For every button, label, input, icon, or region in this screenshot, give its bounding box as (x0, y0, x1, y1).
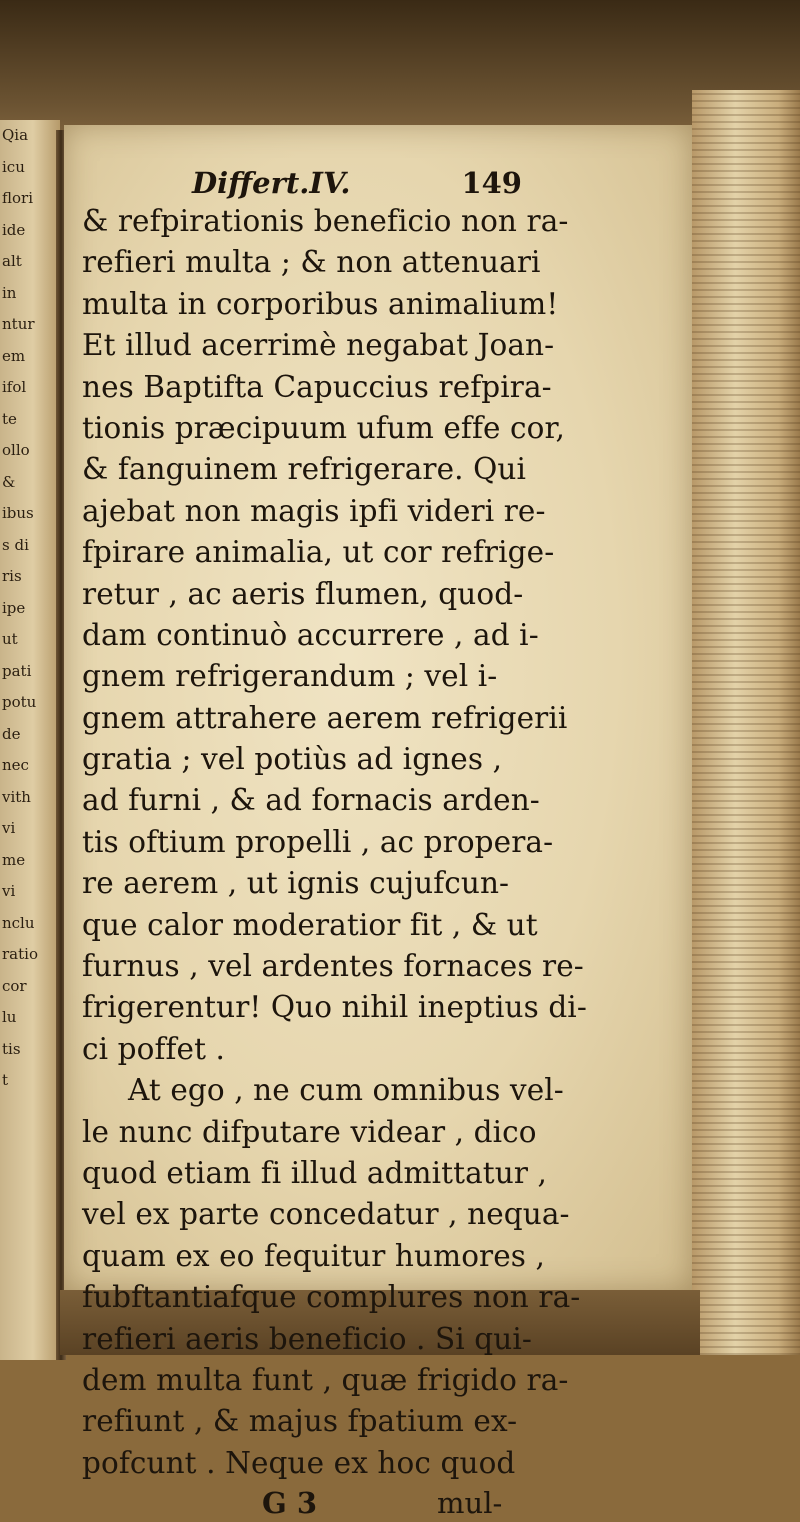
previous-page-edge (0, 120, 60, 1360)
text-line: que calor moderatior fit , & ut (82, 907, 538, 942)
page-header (82, 165, 682, 201)
text-line: & fanguinem refrigerare. Qui (82, 452, 527, 487)
text-line: & refpirationis beneficio non ra- (82, 204, 569, 238)
text-line: dam continuò accurrere , ad i- (82, 617, 539, 652)
text-line: le nunc difputare videar , dico (82, 1114, 537, 1149)
previous-page-fragment: me (2, 850, 26, 869)
previous-page-fragment: alt (2, 252, 22, 270)
previous-page-fragment: Qia (2, 126, 29, 144)
text-line: gnem refrigerandum ; vel i- (82, 659, 498, 694)
previous-page-fragment: flori (2, 189, 34, 207)
previous-page-fragment: ollo (2, 441, 30, 459)
previous-page-fragment: vi (2, 882, 16, 900)
page-footer (82, 1484, 682, 1522)
catchword: mul- (437, 1486, 503, 1521)
previous-page-fragment: pati (2, 661, 32, 680)
text-line: multa in corporibus animalium! (82, 286, 559, 321)
previous-page-fragment: t (2, 1071, 9, 1089)
previous-page-fragment: ntur (2, 315, 35, 333)
text-line: gnem attrahere aerem refrigerii (82, 700, 568, 735)
previous-page-fragment: ifol (2, 378, 27, 396)
previous-page-fragment: em (2, 346, 26, 365)
paragraph-2 (82, 1070, 682, 1484)
text-line: nes Baptifta Capuccius refpira- (82, 369, 552, 404)
previous-page-fragment: vi (2, 819, 16, 837)
text-line: fpirare animalia, ut cor refrige- (82, 535, 555, 570)
previous-page-fragment: in (2, 283, 17, 302)
paragraph-1 (82, 201, 682, 1070)
previous-page-fragment: cor (2, 976, 27, 995)
page-stack-edge (692, 90, 800, 1355)
previous-page-fragment: tis (2, 1039, 21, 1058)
previous-page-fragment: ratio (2, 945, 38, 963)
previous-page-fragment: ut (2, 630, 18, 648)
previous-page-fragment: potu (2, 693, 37, 711)
text-line: frigerentur! Quo nihil ineptius di- (82, 990, 587, 1025)
previous-page-fragment: nec (2, 756, 29, 774)
text-line: ajebat non magis ipfi videri re- (82, 493, 546, 528)
text-line: refieri multa ; & non attenuari (82, 245, 541, 280)
text-line: gratia ; vel potiùs ad ignes , (82, 742, 503, 777)
text-block (82, 165, 682, 1522)
text-line: pofcunt . Neque ex hoc quod (82, 1445, 516, 1480)
previous-page-fragment: te (2, 409, 17, 428)
text-line: retur , ac aeris flumen, quod- (82, 576, 524, 611)
previous-page-fragment: de (2, 724, 21, 743)
signature-mark: G 3 (262, 1486, 318, 1521)
text-line: Et illud acerrimè negabat Joan- (82, 328, 555, 363)
text-line: quod etiam fi illud admittatur , (82, 1155, 547, 1190)
previous-page-fragment: vith (2, 787, 31, 806)
previous-page-fragment: icu (2, 157, 25, 176)
previous-page-fragment: & (2, 472, 16, 491)
previous-page-fragment: nclu (2, 913, 35, 932)
previous-page-fragment: s di (2, 535, 29, 554)
text-line: At ego , ne cum omnibus vel- (128, 1073, 564, 1108)
previous-page-fragment: ipe (2, 598, 26, 617)
previous-page-fragment: lu (2, 1008, 17, 1026)
text-line: tis oftium propelli , ac propera- (82, 824, 554, 859)
text-line: quam ex eo fequitur humores , (82, 1238, 546, 1273)
previous-page-fragment: ibus (2, 504, 34, 522)
text-line: vel ex parte concedatur , nequa- (82, 1197, 570, 1232)
page-number: 149 (461, 166, 522, 200)
previous-page-fragment: ide (2, 220, 26, 239)
running-title: Differt.IV. (192, 166, 351, 200)
text-line: ci poffet . (82, 1031, 225, 1066)
text-line: refiunt , & majus fpatium ex- (82, 1404, 518, 1439)
text-line: dem multa funt , quæ frigido ra- (82, 1362, 569, 1397)
text-line: fubftantiafque complures non ra- (82, 1280, 581, 1315)
text-line: tionis præcipuum ufum effe cor, (82, 410, 565, 445)
text-line: ad furni , & ad fornacis arden- (82, 783, 540, 818)
previous-page-fragment: ris (2, 567, 22, 585)
text-line: refieri aeris beneficio . Si qui- (82, 1321, 532, 1356)
text-line: re aerem , ut ignis cujufcun- (82, 866, 510, 901)
text-line: furnus , vel ardentes fornaces re- (82, 949, 584, 984)
